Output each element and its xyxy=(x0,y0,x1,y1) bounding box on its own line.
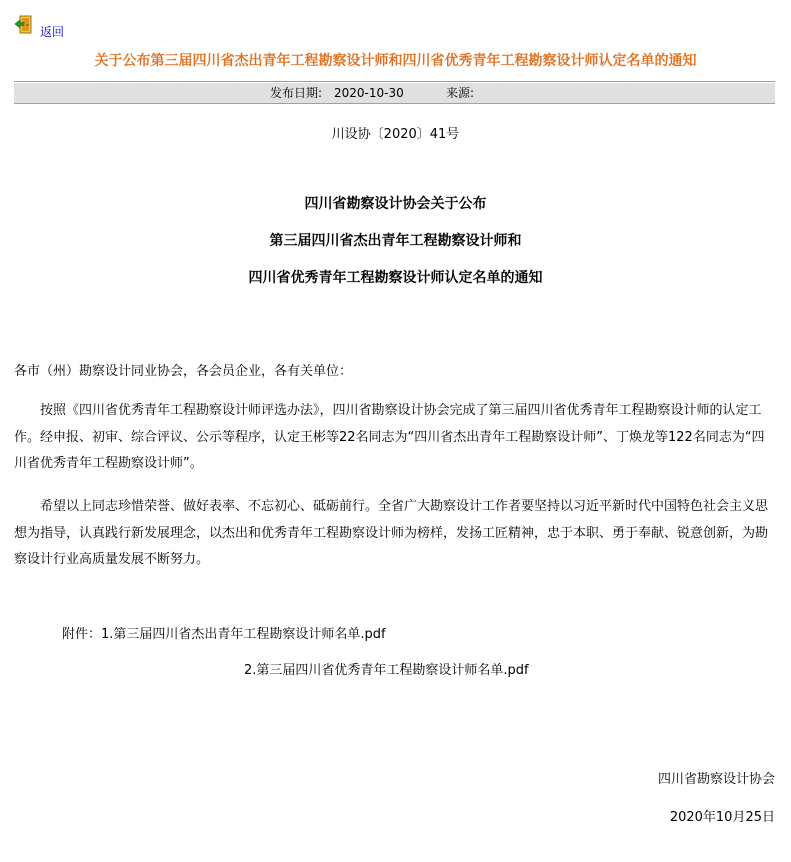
notice-heading-line-1: 四川省勘察设计协会关于公布 xyxy=(304,196,487,212)
source-label: 来源: xyxy=(446,86,475,100)
attachment-link-2[interactable]: 2.第三届四川省优秀青年工程勘察设计师名单.pdf xyxy=(244,663,529,678)
back-door-icon[interactable] xyxy=(14,14,36,36)
document-number: 川设协〔2020〕41号 xyxy=(331,127,460,142)
notice-heading-line-3: 四川省优秀青年工程勘察设计师认定名单的通知 xyxy=(248,270,543,286)
publish-date-value: 2020-10-30 xyxy=(334,86,404,100)
body-paragraph-2: 希望以上同志珍惜荣誉、做好表率、不忘初心、砥砺前行。全省广大勘察设计工作者要坚持以习近平新时代中国特色社会主义思想为指导，认真践行新发展理念，以杰出和优秀青年工程勘察设计师为榜样，发扬工匠精神，忠于本职、勇于奉献、锐意创新，为勘察设计行业高质量发展不断努力。 xyxy=(14,499,769,567)
issuer-signature: 四川省勘察设计协会 xyxy=(657,772,775,787)
attachment-row-1 xyxy=(62,626,386,644)
attachments-label: 附件： xyxy=(62,627,102,642)
issue-date: 2020年10月25日 xyxy=(669,810,775,825)
attachment-row-2 xyxy=(244,662,529,680)
article-meta-bar xyxy=(14,83,775,104)
attachment-link-1[interactable]: 1.第三届四川省杰出青年工程勘察设计师名单.pdf xyxy=(101,627,386,642)
back-link[interactable]: 返回 xyxy=(40,25,65,39)
back-nav xyxy=(14,14,64,38)
title-divider xyxy=(14,81,775,82)
salutation: 各市（州）勘察设计同业协会，各会员企业，各有关单位： xyxy=(14,364,353,379)
publish-date-label: 发布日期: xyxy=(270,86,323,100)
body-paragraph-1: 按照《四川省优秀青年工程勘察设计师评选办法》，四川省勘察设计协会完成了第三届四川省优秀青年工程勘察设计师的认定工作。经申报、初审、综合评议、公示等程序，认定王彬等22名同志为“四川省杰出青年工程勘察设计师”、丁焕龙等122名同志为“四川省优秀青年工程勘察设计师”。 xyxy=(14,403,765,471)
article-title: 关于公布第三届四川省杰出青年工程勘察设计师和四川省优秀青年工程勘察设计师认定名单的通知 xyxy=(94,53,697,69)
notice-heading-line-2: 第三届四川省杰出青年工程勘察设计师和 xyxy=(269,233,522,249)
